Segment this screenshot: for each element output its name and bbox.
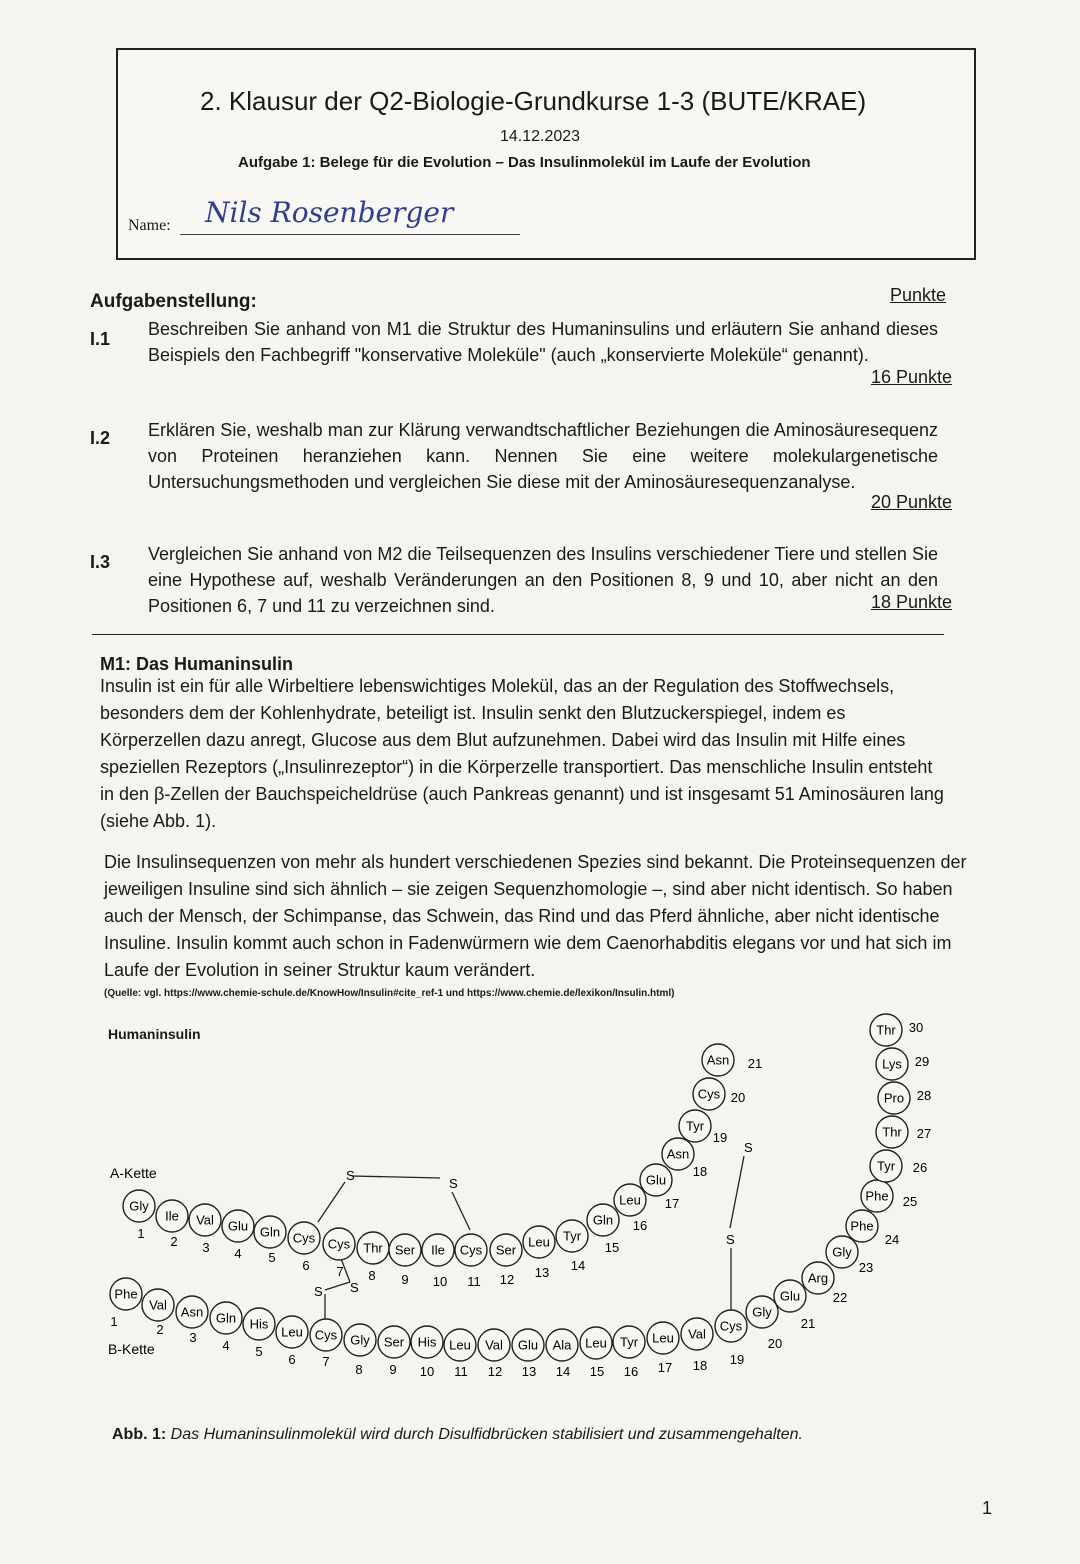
a-chain-position-number: 8	[368, 1268, 376, 1283]
a-chain-position-number: 16	[632, 1218, 648, 1233]
a-chain-position-number: 3	[202, 1240, 210, 1255]
b-chain-position-number: 8	[355, 1362, 363, 1377]
b-chain-residue-label: Pro	[883, 1090, 905, 1106]
b-chain-position-number: 10	[419, 1364, 435, 1379]
b-chain-residue-label: Val	[149, 1297, 167, 1313]
b-chain-residue-label: Glu	[779, 1288, 801, 1304]
b-chain-residue-label: Leu	[449, 1337, 471, 1353]
b-chain-residue-label: Arg	[807, 1270, 829, 1286]
b-chain-position-number: 16	[623, 1364, 639, 1379]
a-chain-residue-label: Leu	[619, 1192, 641, 1208]
a-chain-position-number: 17	[664, 1196, 680, 1211]
b-chain-position-number: 19	[729, 1352, 745, 1367]
sulfur-atom: S	[449, 1176, 458, 1191]
m1-title: M1: Das Humaninsulin	[100, 654, 294, 674]
b-chain-position-number: 22	[832, 1290, 848, 1305]
a-chain-position-number: 21	[747, 1056, 763, 1071]
b-chain-position-number: 28	[916, 1088, 932, 1103]
a-chain-residue-label: Gln	[259, 1224, 281, 1240]
a-chain-position-number: 10	[432, 1274, 448, 1289]
a-chain-position-number: 9	[401, 1272, 409, 1287]
b-chain-residue-label: Gly	[350, 1332, 370, 1348]
b-chain-residue-label: Tyr	[619, 1334, 639, 1350]
a-chain-position-number: 1	[137, 1226, 145, 1241]
a-chain-position-number: 12	[499, 1272, 515, 1287]
a-chain-position-number: 2	[170, 1234, 178, 1249]
a-chain-residue-label: Gln	[592, 1212, 614, 1228]
a-chain-position-number: 7	[336, 1264, 344, 1279]
task-subtitle: Aufgabe 1: Belege für die Evolution – Das Insulinmolekül im Laufe der Evolution	[238, 154, 811, 171]
sulfur-atom: S	[744, 1140, 753, 1155]
a-chain-label: A-Kette	[110, 1165, 157, 1181]
b-chain-position-number: 7	[322, 1354, 330, 1369]
a-chain-position-number: 13	[534, 1265, 550, 1280]
a-chain-residue-label: Glu	[645, 1172, 667, 1188]
b-chain-residue-label: Leu	[585, 1335, 607, 1351]
a-chain-residue-label: Glu	[227, 1218, 249, 1234]
b-chain-position-number: 5	[255, 1344, 263, 1359]
b-chain-position-number: 4	[222, 1338, 230, 1353]
b-chain-position-number: 12	[487, 1364, 503, 1379]
m1-paragraph-2: Die Insulinsequenzen von mehr als hundert verschiedenen Spezies sind bekannt. Die Proteinsequenzen der jeweiligen Insuline sind sich ähnlich – sie zeigen Sequenzhomologie –, sind aber nicht identisch. So haben auch der Mensch, der Schimpanse, das Schwein, das Rind und das Pferd ähnliche, aber nicht identische Insuline. Insulin kommt auch schon in Fadenwürmern wie dem Caenorhabditis elegans vor und hat sich im Laufe der Evolution in seiner Struktur kaum verändert.	[104, 852, 967, 980]
task-points: 18 Punkte	[870, 592, 952, 612]
sulfur-atom: S	[726, 1232, 735, 1247]
b-chain-residue-label: Phe	[114, 1286, 138, 1302]
b-chain-residue-label: Phe	[850, 1218, 874, 1234]
a-chain-residue-label: Cys	[327, 1236, 351, 1252]
a-chain-residue-label: Thr	[363, 1240, 383, 1256]
b-chain-position-number: 17	[657, 1360, 673, 1375]
a-chain-position-number: 15	[604, 1240, 620, 1255]
b-chain-position-number: 24	[884, 1232, 900, 1247]
task-text: Beschreiben Sie anhand von M1 die Struktur des Humaninsulins und erläutern Sie anhand dieses Beispiels den Fachbegriff "konservative Moleküle" (auch „konservierte Moleküle“ genannt).	[148, 319, 938, 365]
sulfur-atom: S	[350, 1280, 359, 1295]
a-chain-residue-label: Val	[196, 1212, 214, 1228]
b-chain-residue-label: Thr	[876, 1022, 896, 1038]
task-number: I.2	[90, 428, 111, 448]
caption-label: Abb. 1:	[112, 1426, 167, 1443]
b-chain-residue-label: Cys	[314, 1327, 338, 1343]
a-chain-position-number: 20	[730, 1090, 746, 1105]
b-chain-residue-label: Val	[485, 1337, 503, 1353]
b-chain-residue-label: Asn	[180, 1304, 204, 1320]
task-text: Vergleichen Sie anhand von M2 die Teilsequenzen des Insulins verschiedener Tiere und stellen Sie eine Hypothese auf, weshalb Veränderungen an den Positionen 8, 9 und 10, aber nicht an den Positionen 6, 7 und 11 zu verzeichnen sind.	[148, 544, 938, 616]
b-chain-position-number: 6	[288, 1352, 296, 1367]
b-chain-residue-label: Glu	[517, 1337, 539, 1353]
exam-date: 14.12.2023	[499, 128, 581, 145]
a-chain-residue-label: Cys	[697, 1086, 721, 1102]
b-chain-position-number: 11	[454, 1364, 468, 1379]
b-chain-position-number: 20	[767, 1336, 783, 1351]
a-chain-residue-label: Cys	[292, 1230, 316, 1246]
exam-title: 2. Klausur der Q2-Biologie-Grundkurse 1-3 (BUTE/KRAE)	[200, 86, 867, 116]
task-text: Erklären Sie, weshalb man zur Klärung verwandtschaftlicher Beziehungen die Aminosäuresequenz von Proteinen heranziehen kann. Nennen Sie eine weitere molekulargenetische Untersuchungsmethoden und vergleichen Sie diese mit der Aminosäuresequenzanalyse.	[148, 420, 938, 492]
a-chain-residue-label: Gly	[129, 1198, 149, 1214]
m1-paragraph-1: Insulin ist ein für alle Wirbeltiere lebenswichtiges Molekül, das an der Regulation des Stoffwechsels, besonders dem der Kohlenhydrate, beteiligt ist. Insulin senkt den Blutzuckerspiegel, indem es Körperzellen dazu anregt, Glucose aus dem Blut aufzunehmen. Dabei wird das Insulin mit Hilfe eines speziellen Rezeptors („Insulinrezeptor“) in die Körperzelle transportiert. Das menschliche Insulin entsteht in den β-Zellen der Bauchspeicheldrüse (auch Pankreas genannt) und ist insgesamt 51 Aminosäuren lang (siehe Abb. 1).	[100, 676, 944, 831]
b-chain-residue-label: His	[417, 1334, 437, 1350]
b-chain-position-number: 18	[692, 1358, 708, 1373]
b-chain-position-number: 13	[521, 1364, 537, 1379]
b-chain-position-number: 2	[156, 1322, 164, 1337]
a-chain-residue-label: Asn	[706, 1052, 730, 1068]
b-chain-position-number: 25	[902, 1194, 918, 1209]
task-points: 20 Punkte	[870, 492, 952, 512]
b-chain-residue-label: Gln	[215, 1310, 237, 1326]
a-chain-residue-label: Asn	[666, 1146, 690, 1162]
a-chain-residue-label: Tyr	[562, 1228, 582, 1244]
b-chain-position-number: 14	[555, 1364, 571, 1379]
b-chain-residue-label: Tyr	[876, 1158, 896, 1174]
b-chain-position-number: 23	[858, 1260, 874, 1275]
a-chain-position-number: 5	[268, 1250, 276, 1265]
b-chain-residue-label: Phe	[865, 1188, 889, 1204]
b-chain-position-number: 15	[589, 1364, 605, 1379]
a-chain-position-number: 14	[570, 1258, 586, 1273]
b-chain-position-number: 26	[912, 1160, 928, 1175]
name-label: Name:	[128, 217, 171, 234]
a-chain-residue-label: Ser	[495, 1242, 517, 1258]
a-chain-position-number: 18	[692, 1164, 708, 1179]
a-chain-position-number: 11	[467, 1274, 481, 1289]
a-chain-position-number: 19	[712, 1130, 728, 1145]
assignment-title: Aufgabenstellung:	[90, 291, 257, 312]
handwritten-name: Nils Rosenberger	[205, 196, 454, 229]
page-number: 1	[982, 1498, 993, 1518]
a-chain-residue-label: Leu	[528, 1234, 550, 1250]
diagram-title: Humaninsulin	[108, 1026, 201, 1042]
b-chain-residue-label: Thr	[882, 1124, 902, 1140]
b-chain-label: B-Kette	[108, 1341, 155, 1357]
a-chain-residue-label: Ile	[165, 1208, 179, 1224]
sulfur-atom: S	[314, 1284, 323, 1299]
figure-caption	[112, 1426, 803, 1444]
b-chain-residue-label: His	[249, 1316, 269, 1332]
a-chain-residue-label: Tyr	[685, 1118, 705, 1134]
b-chain-position-number: 3	[189, 1330, 197, 1345]
b-chain-residue-label: Leu	[652, 1330, 674, 1346]
a-chain-position-number: 4	[234, 1246, 242, 1261]
task-number: I.1	[90, 329, 111, 349]
b-chain-residue-label: Val	[688, 1326, 706, 1342]
b-chain-position-number: 1	[110, 1314, 118, 1329]
b-chain-position-number: 9	[389, 1362, 397, 1377]
b-chain-residue-label: Gly	[832, 1244, 852, 1260]
b-chain-residue-label: Gly	[752, 1304, 772, 1320]
b-chain-position-number: 27	[916, 1126, 932, 1141]
b-chain-residue-label: Leu	[281, 1324, 303, 1340]
b-chain-residue-label: Lys	[882, 1056, 902, 1072]
caption-text: Das Humaninsulinmolekül wird durch Disulfidbrücken stabilisiert und zusammengehalten.	[170, 1426, 803, 1443]
b-chain-residue-label: Cys	[719, 1318, 743, 1334]
b-chain-position-number: 30	[908, 1020, 924, 1035]
task-points: 16 Punkte	[870, 367, 952, 387]
b-chain-residue-label: Ser	[383, 1334, 405, 1350]
b-chain-residue-label: Ala	[552, 1337, 572, 1353]
a-chain-residue-label: Cys	[459, 1242, 483, 1258]
b-chain-position-number: 21	[800, 1316, 816, 1331]
b-chain-position-number: 29	[914, 1054, 930, 1069]
source-citation: (Quelle: vgl. https://www.chemie-schule.de/KnowHow/Insulin#cite_ref-1 und https://www.chemie.de/lexikon/Insulin.html)	[104, 988, 675, 999]
a-chain-residue-label: Ile	[431, 1242, 445, 1258]
task-number: I.3	[90, 552, 111, 572]
sulfur-atom: S	[346, 1168, 355, 1183]
a-chain-residue-label: Ser	[394, 1242, 416, 1258]
points-header: Punkte	[890, 285, 947, 305]
a-chain-position-number: 6	[302, 1258, 310, 1273]
